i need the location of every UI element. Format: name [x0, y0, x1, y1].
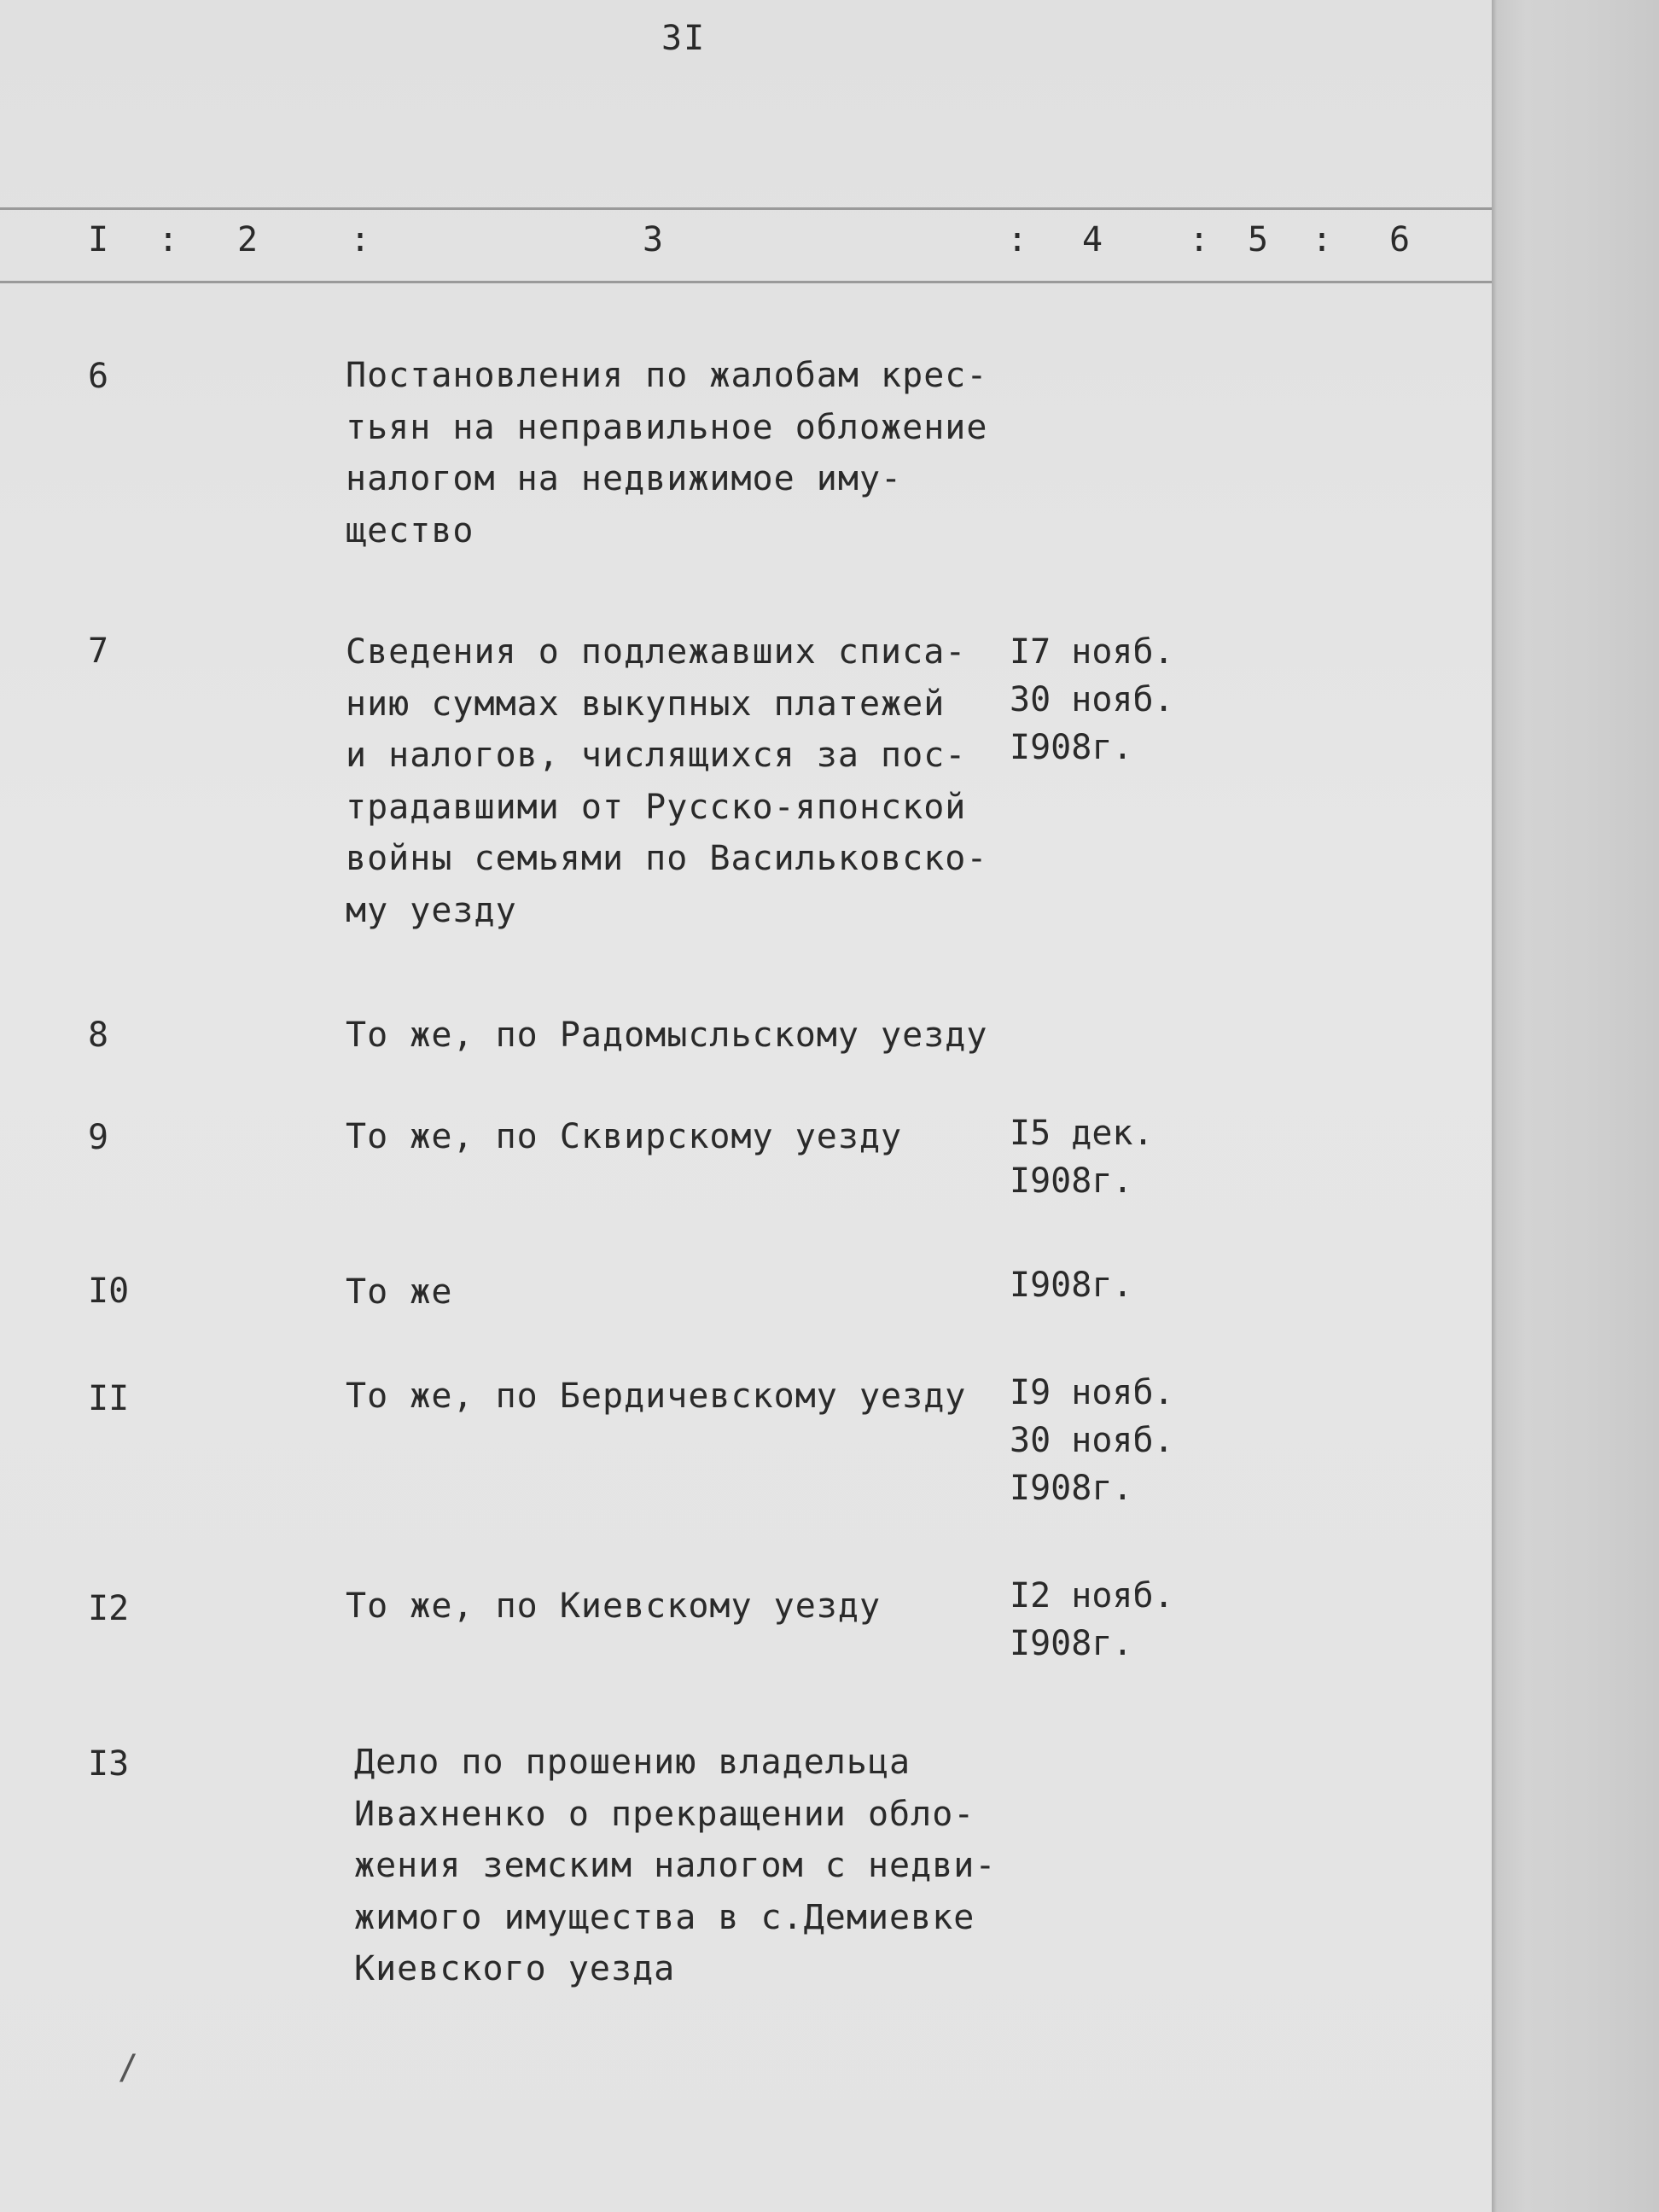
- entry-description: То же, по Бердичевскому уезду: [346, 1377, 967, 1416]
- column-separator: :: [350, 220, 371, 259]
- column-separator: :: [1007, 220, 1028, 259]
- entry-number: 9: [88, 1118, 109, 1157]
- column-number-5: 5: [1248, 220, 1269, 259]
- entry-number: II: [88, 1379, 130, 1418]
- entry-number: I2: [88, 1589, 130, 1628]
- column-number-3: 3: [643, 220, 664, 259]
- entry-dates: I908г.: [1010, 1266, 1133, 1305]
- entry-number: I3: [88, 1744, 130, 1784]
- entry-number: 8: [88, 1016, 109, 1055]
- column-separator: :: [1189, 220, 1210, 259]
- entry-number: 6: [88, 357, 109, 396]
- entry-dates: I2 нояб. I908г.: [1010, 1576, 1174, 1663]
- column-number-4: 4: [1082, 220, 1103, 259]
- entry-description: Постановления по жалобам крес- тьян на неправильное обложение налогом на недвижимое иму- щество: [346, 356, 988, 550]
- adjacent-page-edge: [1492, 0, 1659, 2212]
- column-separator: :: [158, 220, 179, 259]
- column-number-6: 6: [1389, 220, 1411, 259]
- entry-description: То же, по Киевскому уезду: [346, 1586, 882, 1626]
- entry-dates: I5 дек. I908г.: [1010, 1114, 1154, 1201]
- entry-description: То же: [346, 1272, 453, 1312]
- entry-number: 7: [88, 632, 109, 671]
- entry-description: Дело по прошению владельца Ивахненко о прекращении обло- жения земским налогом с недви- жимого имущества в с.Демиевке Киевского уезда: [354, 1743, 997, 1988]
- header-top-rule: [0, 207, 1492, 210]
- column-number-2: 2: [237, 220, 259, 259]
- entry-description: Сведения о подлежавших списа- нию суммах выкупных платежей и налогов, числящихся за пос- традавшими от Русско-японской войны семьями по Васильковско- му уезду: [346, 632, 988, 930]
- page-number: 3I: [661, 19, 707, 58]
- column-separator: :: [1312, 220, 1333, 259]
- entry-description: То же, по Сквирскому уезду: [346, 1117, 903, 1156]
- column-number-1: I: [88, 220, 109, 259]
- header-bottom-rule: [0, 281, 1492, 283]
- stray-pen-mark: /: [118, 2048, 139, 2087]
- entry-number: I0: [88, 1272, 130, 1311]
- entry-dates: I9 нояб. 30 нояб. I908г.: [1010, 1373, 1174, 1508]
- entry-dates: I7 нояб. 30 нояб. I908г.: [1010, 632, 1174, 767]
- entry-description: То же, по Радомысльскому уезду: [346, 1016, 988, 1055]
